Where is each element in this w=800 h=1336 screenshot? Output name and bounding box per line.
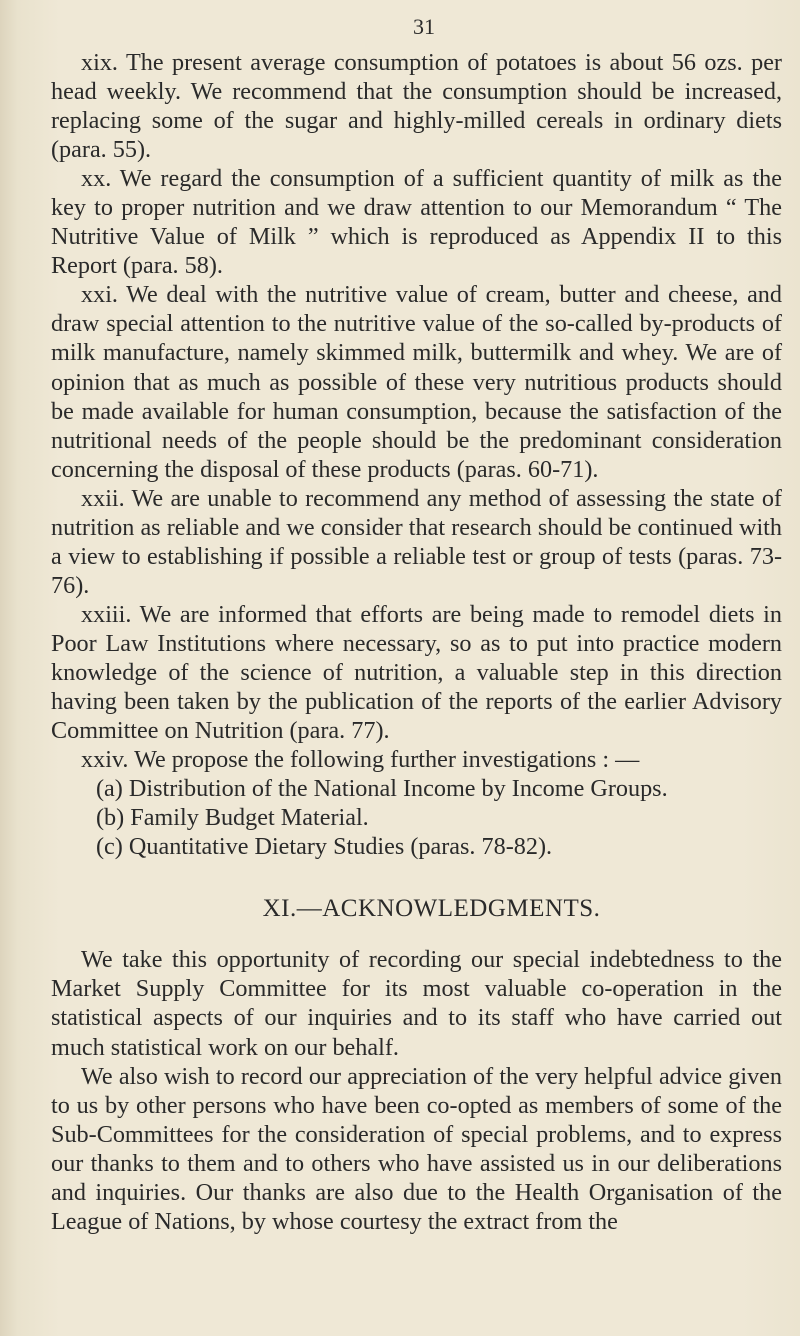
acknowledgment-paragraph-2: We also wish to record our appreciation of the very helpful advice given to us by other persons who have been co-opted as members of some of the Sub-Committees for the consideration of special problems, and to express our thanks to them and to others who have assisted us in our deliberations and inquiries. Our thanks are also due to the Health Organisation of the League of Nations, by whose courtesy the extract from the: [51, 1062, 782, 1235]
acknowledgment-paragraph-1: We take this opportunity of recording our special indebtedness to the Market Supply Committee for its most valuable co-operation in the statistical aspects of our inquiries and to its staff who have carried out much statistical work on our behalf.: [51, 946, 782, 1061]
paragraph-xxiv: xxiv. We propose the following further investigations : —: [81, 746, 640, 774]
investigation-item-c: (c) Quantitative Dietary Studies (paras. 78-82).: [96, 833, 553, 861]
paragraph-xix: xix. The present average consumption of potatoes is about 56 ozs. per head weekly. We recommend that the consumption should be increased, replacing some of the sugar and highly-milled cereals in ordinary diets (para. 55).: [51, 49, 782, 164]
investigation-item-a: (a) Distribution of the National Income by Income Groups.: [96, 775, 668, 803]
paragraph-xxiii: xxiii. We are informed that efforts are being made to remodel diets in Poor Law Institutions where necessary, so as to put into practice modern knowledge of the science of nutrition, a valuable step in this direction having been taken by the publication of the reports of the earlier Advisory Committee on Nutrition (para. 77).: [51, 600, 782, 745]
investigation-item-b: (b) Family Budget Material.: [96, 804, 369, 832]
paragraph-xxii: xxii. We are unable to recommend any method of assessing the state of nutrition as reliable and we consider that research should be continued with a view to establishing if possible a reliable test or group of tests (paras. 73-76).: [51, 484, 782, 599]
section-heading: XI.—ACKNOWLEDGMENTS.: [262, 895, 601, 923]
body-text: [51, 48, 782, 1236]
page-number: 31: [413, 14, 435, 39]
paragraph-xxi: xxi. We deal with the nutritive value of cream, butter and cheese, and draw special attention to the nutritive value of the so-called by-products of milk manufacture, namely skimmed milk, buttermilk and whey. We are of opinion that as much as possible of these very nutritious products should be made available for human consumption, because the satisfaction of the nutritional needs of the people should be the predominant consideration concerning the disposal of these products (paras. 60-71).: [51, 281, 782, 483]
paragraph-xx: xx. We regard the consumption of a sufficient quantity of milk as the key to proper nutrition and we draw attention to our Memorandum “ The Nutritive Value of Milk ” which is reproduced as Appendix II to this Report (para. 58).: [51, 165, 782, 280]
